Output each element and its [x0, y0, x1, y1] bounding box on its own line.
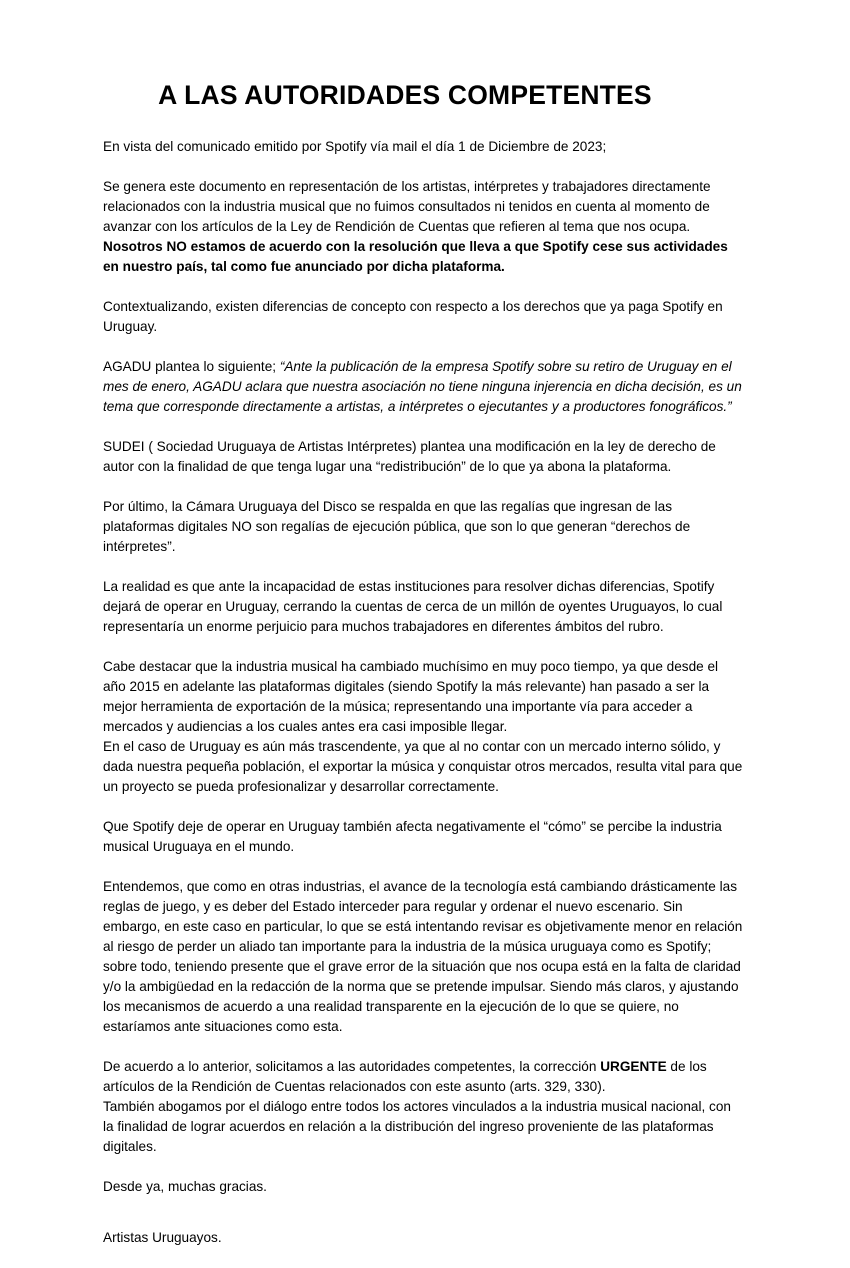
reality-paragraph: La realidad es que ante la incapacidad de estas instituciones para resolver dichas diferencias, Spotify dejará de operar en Uruguay, cerrando la cuentas de cerca de un millón de oyentes Uruguayos, lo cual representaría un enorme perjuicio para muchos trabajadores en diferentes ámbitos del rubro.	[103, 579, 723, 634]
perception-paragraph: Que Spotify deje de operar en Uruguay también afecta negativamente el “cómo” se percibe la industria musical Uruguaya en el mundo.	[103, 819, 722, 854]
sudei-paragraph: SUDEI ( Sociedad Uruguaya de Artistas Intérpretes) plantea una modificación en la ley de derecho de autor con la finalidad de que tenga lugar una “redistribución” de lo que ya abona la plataforma.	[103, 439, 716, 474]
uruguay-case-paragraph: En el caso de Uruguay es aún más trascendente, ya que al no contar con un mercado interno sólido, y dada nuestra pequeña población, el exportar la música y conquistar otros mercados, resulta vital para que un proyecto se pueda profesionalizar y desarrollar correctamente.	[103, 739, 743, 794]
dialogue-paragraph: También abogamos por el diálogo entre todos los actores vinculados a la industria musical nacional, con la finalidad de lograr acuerdos en relación a la distribución del ingreso proveniente de las plataformas digitales.	[103, 1099, 731, 1154]
agadu-lead: AGADU plantea lo siguiente;	[103, 359, 280, 374]
industry-change-paragraph: Cabe destacar que la industria musical ha cambiado muchísimo en muy poco tiempo, ya que desde el año 2015 en adelante las plataformas digitales (siendo Spotify la más relevante) han pasado a ser la mejor herramienta de exportación de la música; representando una importante vía para acceder a mercados y audiencias a los cuales antes era casi imposible llegar.	[103, 659, 719, 734]
document-body	[103, 137, 743, 1268]
disagreement-statement: Nosotros NO estamos de acuerdo con la resolución que lleva a que Spotify cese sus actividades en nuestro país, tal como fue anunciado por dicha plataforma.	[103, 239, 728, 274]
representation-text: Se genera este documento en representación de los artistas, intérpretes y trabajadores directamente relacionados con la industria musical que no fuimos consultados ni tenidos en cuenta al momento de avanzar con los artículos de la Ley de Rendición de Cuentas que refieren al tema que nos ocupa.	[103, 179, 711, 234]
agadu-quote: “Ante la publicación de la empresa Spotify sobre su retiro de Uruguay en el mes de enero, AGADU aclara que nuestra asociación no tiene ninguna injerencia en dicha decisión, es un tema que corresponde directamente a artistas, a intérpretes o ejecutantes y a productores fonográficos.”	[103, 359, 742, 414]
context-paragraph: Contextualizando, existen diferencias de concepto con respecto a los derechos que ya paga Spotify en Uruguay.	[103, 299, 723, 334]
signature: Artistas Uruguayos.	[103, 1230, 222, 1245]
thanks-paragraph: Desde ya, muchas gracias.	[103, 1179, 267, 1194]
camara-paragraph: Por último, la Cámara Uruguaya del Disco se respalda en que las regalías que ingresan de las plataformas digitales NO son regalías de ejecución pública, que son lo que generan “derechos de intérpretes”.	[103, 499, 691, 554]
intro-paragraph: En vista del comunicado emitido por Spotify vía mail el día 1 de Diciembre de 2023;	[103, 139, 607, 154]
technology-paragraph: Entendemos, que como en otras industrias, el avance de la tecnología está cambiando drásticamente las reglas de juego, y es deber del Estado interceder para regular y ordenar el nuevo escenario. Sin embargo, en este caso en particular, lo que se está intentando revisar es objetivamente menor en relación al riesgo de perder un aliado tan importante para la industria de la música uruguaya como es Spotify; sobre todo, teniendo presente que el grave error de la situación que nos ocupa está en la falta de claridad y/o la ambigüedad en la redacción de la norma que se pretende impulsar. Siendo más claros, y ajustando los mecanismos de acuerdo a una realidad transparente en la ejecución de lo que se quiere, no estaríamos ante situaciones como esta.	[103, 879, 743, 1034]
urgent-label: URGENTE	[600, 1059, 667, 1074]
request-text-a: De acuerdo a lo anterior, solicitamos a las autoridades competentes, la corrección	[103, 1059, 601, 1074]
agadu-paragraph	[103, 357, 743, 417]
representation-paragraph	[103, 177, 743, 277]
request-paragraph	[103, 1057, 743, 1097]
document-title: A LAS AUTORIDADES COMPETENTES	[158, 80, 652, 110]
request-text-b: de los artículos de la Rendición de Cuentas relacionados con este asunto (arts. 329, 330).	[103, 1059, 707, 1094]
